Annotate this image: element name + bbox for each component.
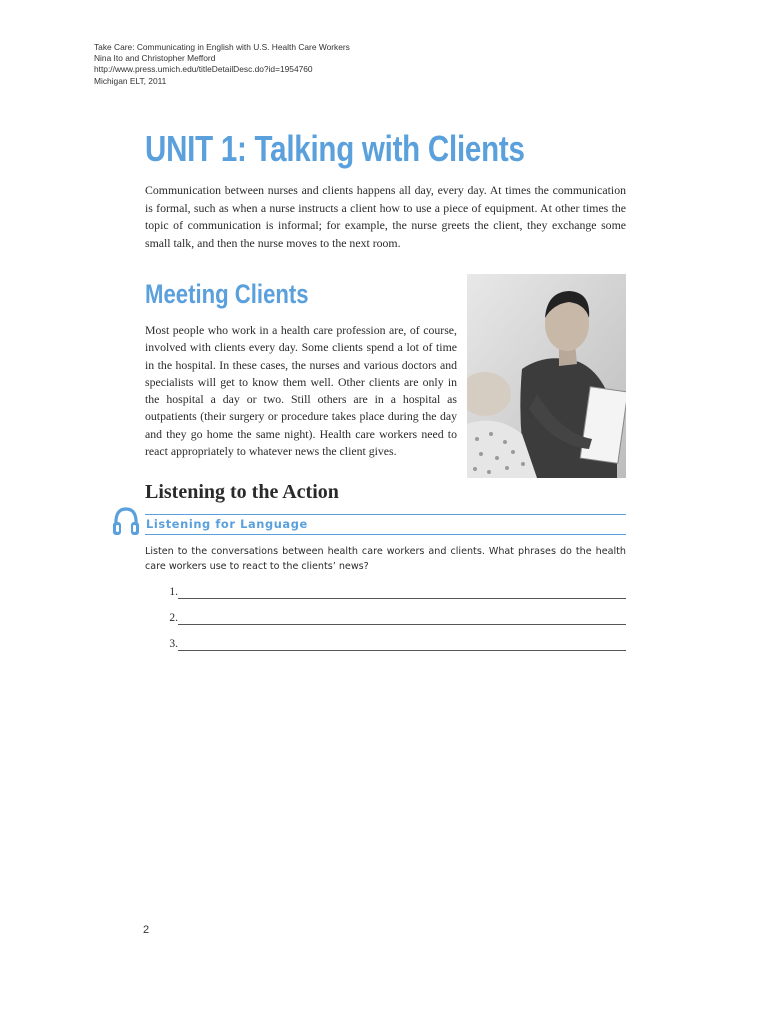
citation-title: Take Care: Communicating in English with U.S. Health Care Workers xyxy=(94,42,350,52)
answer-blank[interactable] xyxy=(178,650,626,651)
answer-line-1[interactable] xyxy=(160,586,626,600)
nurse-with-client-photo xyxy=(467,274,626,478)
page-number: 2 xyxy=(143,924,150,936)
band-top-rule xyxy=(145,514,626,515)
unit-title: UNIT 1: Talking with Clients xyxy=(145,128,525,169)
intro-paragraph: Communication between nurses and clients happens all day, every day. At times the communication is formal, such as when a nurse instructs a client how to use a piece of equipment. At other times the topic of communication is informal; for example, the nurse greets the client, they exchange some small talk, and then the nurse moves to the next room. xyxy=(145,183,626,250)
answer-blank[interactable] xyxy=(178,624,626,625)
answer-number: 3. xyxy=(169,638,178,650)
answer-blank[interactable] xyxy=(178,598,626,599)
answer-line-2[interactable] xyxy=(160,612,626,626)
answer-line-3[interactable] xyxy=(160,638,626,652)
exercise-instructions: Listen to the conversations between health care workers and clients. What phrases do the health care workers use to react to the clients’ news? xyxy=(145,546,626,572)
answer-number: 1. xyxy=(169,586,178,598)
listening-to-the-action-heading: Listening to the Action xyxy=(145,481,339,503)
citation-authors: Nina Ito and Christopher Mefford xyxy=(94,53,216,64)
answer-number: 2. xyxy=(169,612,178,624)
citation-publisher: Michigan ELT, 2011 xyxy=(94,75,167,86)
headphones-icon xyxy=(111,505,141,539)
section-title-meeting-clients: Meeting Clients xyxy=(145,279,309,309)
citation-url: http://www.press.umich.edu/titleDetailDesc.do?id=1954760 xyxy=(94,64,313,75)
meeting-paragraph: Most people who work in a health care profession are, of course, involved with clients every day. Some clients spend a lot of time in the hospital. In these cases, the nurses and various doctors and specialists will get to know them well. Other clients are only in the hospital a day or two. Still others are in a hospital as outpatients (their surgery or procedure takes place during the day and they go home the same night). Health care workers need to react appropriately to whatever news the client gives. xyxy=(145,323,457,459)
band-bottom-rule xyxy=(145,534,626,535)
listening-for-language-label: Listening for Language xyxy=(146,517,308,531)
citation-block xyxy=(94,42,350,87)
